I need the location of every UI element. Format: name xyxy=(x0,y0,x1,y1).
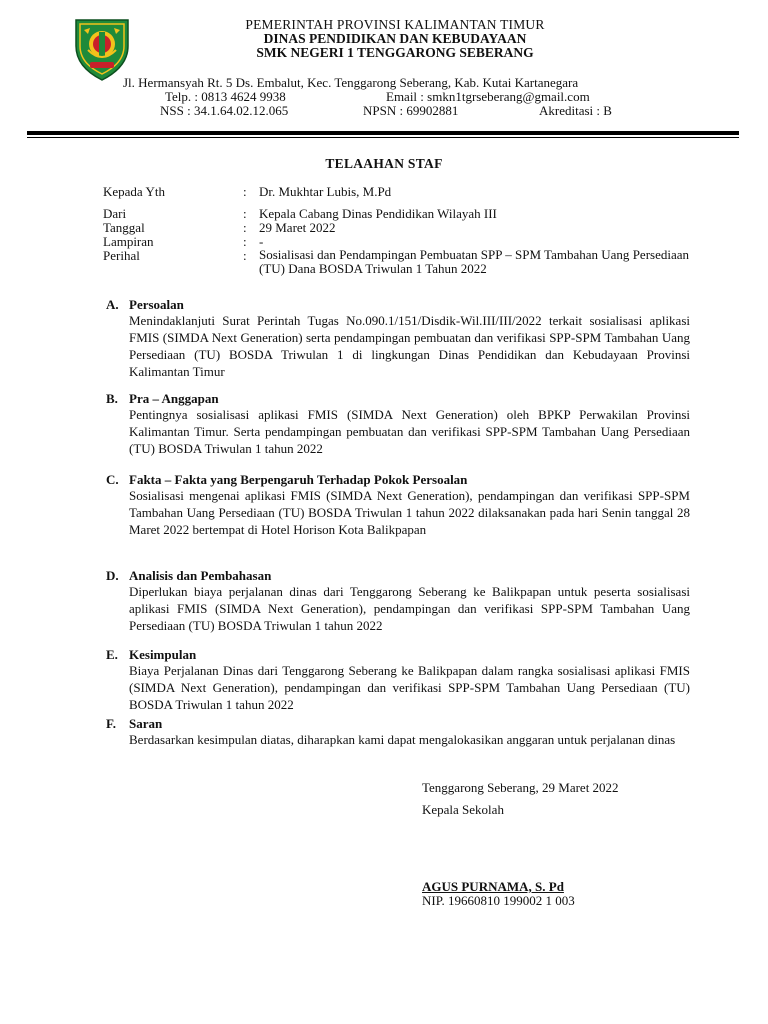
section-saran xyxy=(106,716,690,748)
signature-nip: NIP. 19660810 199002 1 003 xyxy=(422,893,575,908)
section-letter: F. xyxy=(106,716,116,731)
field-value-tanggal: 29 Maret 2022 xyxy=(259,220,336,235)
letterhead-address: Jl. Hermansyah Rt. 5 Ds. Embalut, Kec. Tenggarong Seberang, Kab. Kutai Kartanegara xyxy=(123,75,579,90)
letterhead-line-1: PEMERINTAH PROVINSI KALIMANTAN TIMUR xyxy=(245,17,545,32)
section-body: Sosialisasi mengenai aplikasi FMIS (SIMDA Next Generation), pendampingan dan verifikasi SPP-SPM Tambahan Uang Persediaan (TU) BOSDA Triwulan 1 tahun 2022 dilaksanakan pada hari Senin tanggal 28 Maret 2022 bertempat di Hotel Horison Kota Balikpapan xyxy=(129,488,690,537)
letterhead-divider-thin xyxy=(27,137,739,138)
section-letter: B. xyxy=(106,391,118,406)
section-letter: E. xyxy=(106,647,118,662)
field-value-perihal: Sosialisasi dan Pendampingan Pembuatan SPP – SPM Tambahan Uang Persediaan (TU) Dana BOSDA Triwulan 1 Tahun 2022 xyxy=(259,247,689,276)
section-heading xyxy=(106,391,690,406)
letterhead-divider-thick xyxy=(27,131,739,135)
field-colon: : xyxy=(243,234,247,249)
section-body: Menindaklanjuti Surat Perintah Tugas No.090.1/151/Disdik-Wil.III/III/2022 terkait sosialisasi aplikasi FMIS (SIMDA Next Generation) serta pendampingan pembuatan dan verifikasi SPP-SPM Tambahan Uang Persediaan (TU) BOSDA Triwulan 1 di lingkungan Dinas Pendidikan dan Kebudayaan Provinsi Kalimantan Timur xyxy=(129,313,690,379)
field-colon: : xyxy=(243,206,247,221)
field-label-perihal: Perihal xyxy=(103,248,140,263)
section-body: Berdasarkan kesimpulan diatas, diharapkan kami dapat mengalokasikan anggaran untuk perjalanan dinas xyxy=(129,732,676,747)
signature-position: Kepala Sekolah xyxy=(422,802,504,817)
section-pra-anggapan xyxy=(106,391,690,457)
field-colon: : xyxy=(243,248,247,263)
section-title: Kesimpulan xyxy=(129,647,197,662)
section-body: Pentingnya sosialisasi aplikasi FMIS (SIMDA Next Generation) oleh BPKP Perwakilan Provinsi Kalimantan Timur. Serta pendampingan pembuatan dan verifikasi SPP-SPM Tambahan Uang Persediaan (TU) BOSDA Triwulan 1 tahun 2022 xyxy=(129,407,690,456)
signature-place-date: Tenggarong Seberang, 29 Maret 2022 xyxy=(422,780,619,795)
section-analisis xyxy=(106,568,690,634)
section-letter: A. xyxy=(106,297,119,312)
field-label-kepada: Kepada Yth xyxy=(103,184,165,199)
field-value-lampiran: - xyxy=(259,234,264,249)
section-body: Diperlukan biaya perjalanan dinas dari Tenggarong Seberang ke Balikpapan untuk peserta sosialisasi aplikasi FMIS (SIMDA Next Generation), pendampingan dan verifikasi SPP-SPM Tambahan Uang Persediaan (TU) BOSDA Triwulan 1 tahun 2022 xyxy=(129,584,690,633)
provincial-emblem-logo xyxy=(70,16,134,82)
section-body: Biaya Perjalanan Dinas dari Tenggarong Seberang ke Balikpapan dalam rangka sosialisasi aplikasi FMIS (SIMDA Next Generation), pendampingan dan verifikasi SPP-SPM Tambahan Uang Persediaan (TU) BOSDA Triwulan 1 tahun 2022 xyxy=(129,663,690,712)
signature-name: AGUS PURNAMA, S. Pd xyxy=(422,879,564,894)
field-value-dari: Kepala Cabang Dinas Pendidikan Wilayah III xyxy=(259,206,497,221)
section-heading xyxy=(106,647,690,662)
letterhead-line-3: SMK NEGERI 1 TENGGARONG SEBERANG xyxy=(256,45,534,60)
section-fakta xyxy=(106,472,690,538)
field-label-lampiran: Lampiran xyxy=(103,234,154,249)
letterhead-nss: NSS : 34.1.64.02.12.065 xyxy=(160,103,289,118)
letterhead-telp: Telp. : 0813 4624 9938 xyxy=(165,89,286,104)
field-label-dari: Dari xyxy=(103,206,127,221)
section-heading xyxy=(106,716,690,731)
section-title: Persoalan xyxy=(129,297,184,312)
section-title: Pra – Anggapan xyxy=(129,391,219,406)
letterhead-npsn: NPSN : 69902881 xyxy=(363,103,459,118)
section-letter: D. xyxy=(106,568,119,583)
section-title: Fakta – Fakta yang Berpengaruh Terhadap Pokok Persoalan xyxy=(129,472,468,487)
section-title: Saran xyxy=(129,716,163,731)
section-kesimpulan xyxy=(106,647,690,713)
section-heading xyxy=(106,568,690,583)
letterhead-line-2: DINAS PENDIDIKAN DAN KEBUDAYAAN xyxy=(263,31,527,46)
field-colon: : xyxy=(243,220,247,235)
document-title: TELAAHAN STAF xyxy=(325,156,443,171)
section-heading xyxy=(106,297,690,312)
section-title: Analisis dan Pembahasan xyxy=(129,568,272,583)
letterhead-email: Email : smkn1tgrseberang@gmail.com xyxy=(386,89,590,104)
field-colon: : xyxy=(243,184,247,199)
field-value-kepada: Dr. Mukhtar Lubis, M.Pd xyxy=(259,184,392,199)
section-letter: C. xyxy=(106,472,119,487)
section-heading xyxy=(106,472,690,487)
field-label-tanggal: Tanggal xyxy=(103,220,145,235)
letterhead-akreditasi: Akreditasi : B xyxy=(539,103,612,118)
section-persoalan xyxy=(106,297,690,380)
